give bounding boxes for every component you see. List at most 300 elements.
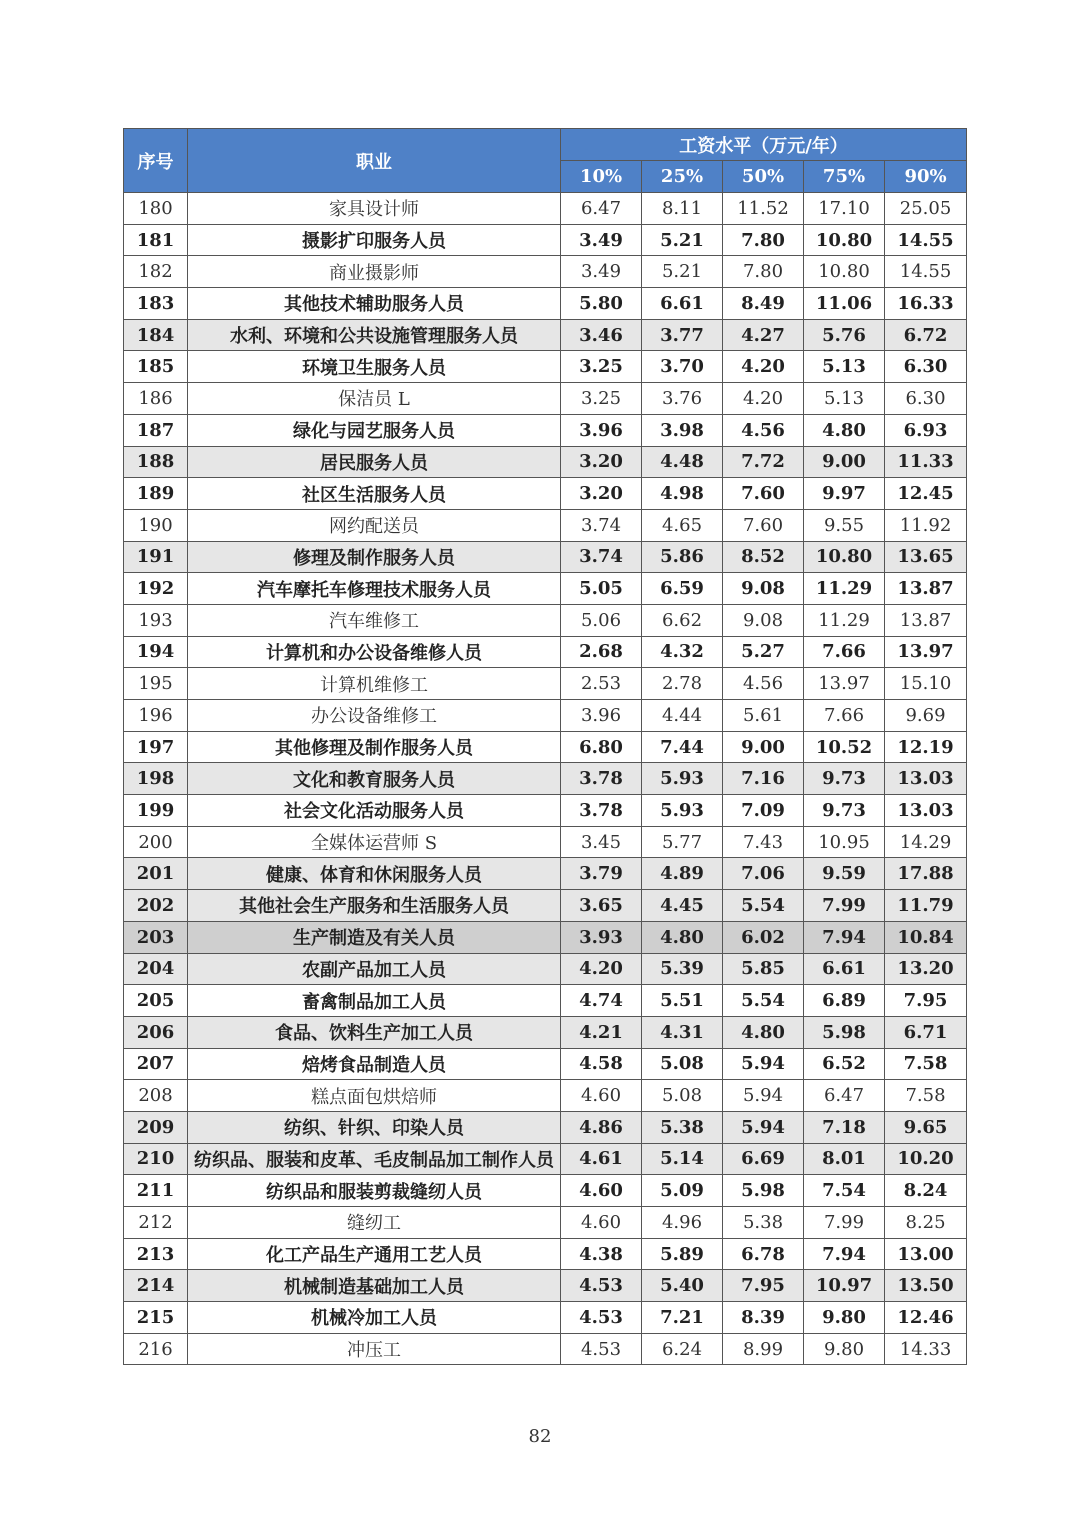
table-row bbox=[124, 446, 967, 478]
cell-p90: 13.00 bbox=[885, 1238, 967, 1270]
cell-seq: 196 bbox=[124, 700, 188, 732]
cell-p25: 5.21 bbox=[642, 224, 723, 256]
cell-p10: 3.79 bbox=[561, 858, 642, 890]
cell-p25: 6.61 bbox=[642, 288, 723, 320]
cell-seq: 187 bbox=[124, 414, 188, 446]
cell-p75: 13.97 bbox=[804, 668, 885, 700]
table-row bbox=[124, 1111, 967, 1143]
cell-p50: 5.98 bbox=[723, 1175, 804, 1207]
cell-p75: 6.61 bbox=[804, 953, 885, 985]
wage-table bbox=[123, 128, 967, 1365]
cell-p25: 6.62 bbox=[642, 604, 723, 636]
cell-p50: 8.99 bbox=[723, 1333, 804, 1365]
cell-p90: 6.30 bbox=[885, 383, 967, 415]
cell-occupation: 网约配送员 bbox=[188, 509, 561, 541]
cell-p90: 6.72 bbox=[885, 319, 967, 351]
cell-seq: 193 bbox=[124, 604, 188, 636]
cell-p25: 5.14 bbox=[642, 1143, 723, 1175]
cell-p50: 9.08 bbox=[723, 604, 804, 636]
cell-p25: 3.77 bbox=[642, 319, 723, 351]
cell-occupation: 绿化与园艺服务人员 bbox=[188, 414, 561, 446]
page-number: 82 bbox=[528, 1426, 552, 1447]
cell-p25: 5.39 bbox=[642, 953, 723, 985]
cell-p10: 4.53 bbox=[561, 1333, 642, 1365]
table-row bbox=[124, 224, 967, 256]
cell-p50: 8.52 bbox=[723, 541, 804, 573]
cell-p25: 5.77 bbox=[642, 826, 723, 858]
cell-p90: 9.69 bbox=[885, 700, 967, 732]
cell-p50: 4.80 bbox=[723, 1016, 804, 1048]
cell-p75: 5.13 bbox=[804, 383, 885, 415]
cell-p50: 7.43 bbox=[723, 826, 804, 858]
cell-p25: 5.09 bbox=[642, 1175, 723, 1207]
cell-p90: 10.84 bbox=[885, 921, 967, 953]
cell-p10: 3.74 bbox=[561, 509, 642, 541]
cell-p10: 4.61 bbox=[561, 1143, 642, 1175]
cell-p10: 3.78 bbox=[561, 763, 642, 795]
cell-seq: 202 bbox=[124, 890, 188, 922]
cell-p90: 13.50 bbox=[885, 1270, 967, 1302]
cell-p25: 5.21 bbox=[642, 256, 723, 288]
cell-p10: 3.49 bbox=[561, 256, 642, 288]
cell-seq: 207 bbox=[124, 1048, 188, 1080]
cell-p90: 14.55 bbox=[885, 256, 967, 288]
cell-p10: 3.20 bbox=[561, 446, 642, 478]
cell-p50: 7.95 bbox=[723, 1270, 804, 1302]
cell-occupation: 汽车摩托车修理技术服务人员 bbox=[188, 573, 561, 605]
table-row bbox=[124, 921, 967, 953]
cell-p90: 16.33 bbox=[885, 288, 967, 320]
cell-p90: 12.46 bbox=[885, 1302, 967, 1334]
cell-p50: 11.52 bbox=[723, 193, 804, 225]
cell-p75: 11.29 bbox=[804, 604, 885, 636]
cell-seq: 188 bbox=[124, 446, 188, 478]
cell-p25: 3.70 bbox=[642, 351, 723, 383]
cell-p90: 6.93 bbox=[885, 414, 967, 446]
cell-p75: 7.94 bbox=[804, 1238, 885, 1270]
cell-p10: 4.53 bbox=[561, 1302, 642, 1334]
cell-p10: 2.53 bbox=[561, 668, 642, 700]
table-row bbox=[124, 288, 967, 320]
cell-p90: 11.33 bbox=[885, 446, 967, 478]
cell-seq: 205 bbox=[124, 985, 188, 1017]
cell-seq: 208 bbox=[124, 1080, 188, 1112]
cell-occupation: 纺织品和服装剪裁缝纫人员 bbox=[188, 1175, 561, 1207]
cell-occupation: 居民服务人员 bbox=[188, 446, 561, 478]
cell-p90: 8.24 bbox=[885, 1175, 967, 1207]
cell-p10: 4.38 bbox=[561, 1238, 642, 1270]
table-row bbox=[124, 985, 967, 1017]
table-row bbox=[124, 858, 967, 890]
cell-p10: 3.65 bbox=[561, 890, 642, 922]
cell-occupation: 水利、环境和公共设施管理服务人员 bbox=[188, 319, 561, 351]
cell-p50: 7.09 bbox=[723, 795, 804, 827]
cell-occupation: 汽车维修工 bbox=[188, 604, 561, 636]
table-row bbox=[124, 1207, 967, 1239]
cell-p90: 14.33 bbox=[885, 1333, 967, 1365]
cell-seq: 216 bbox=[124, 1333, 188, 1365]
cell-occupation: 冲压工 bbox=[188, 1333, 561, 1365]
table-row bbox=[124, 890, 967, 922]
cell-occupation: 其他技术辅助服务人员 bbox=[188, 288, 561, 320]
cell-p75: 4.80 bbox=[804, 414, 885, 446]
cell-p25: 6.59 bbox=[642, 573, 723, 605]
cell-p25: 4.44 bbox=[642, 700, 723, 732]
cell-occupation: 计算机维修工 bbox=[188, 668, 561, 700]
table-row bbox=[124, 1048, 967, 1080]
cell-p25: 8.11 bbox=[642, 193, 723, 225]
cell-p25: 4.45 bbox=[642, 890, 723, 922]
cell-occupation: 保洁员 L bbox=[188, 383, 561, 415]
cell-p10: 5.80 bbox=[561, 288, 642, 320]
table-row bbox=[124, 826, 967, 858]
cell-p10: 4.21 bbox=[561, 1016, 642, 1048]
cell-p50: 7.60 bbox=[723, 478, 804, 510]
cell-occupation: 计算机和办公设备维修人员 bbox=[188, 636, 561, 668]
cell-occupation: 机械冷加工人员 bbox=[188, 1302, 561, 1334]
cell-occupation: 纺织品、服装和皮革、毛皮制品加工制作人员 bbox=[188, 1143, 561, 1175]
cell-occupation: 家具设计师 bbox=[188, 193, 561, 225]
cell-p75: 9.73 bbox=[804, 795, 885, 827]
cell-p25: 5.86 bbox=[642, 541, 723, 573]
header-wage-level: 工资水平（万元/年） bbox=[561, 129, 967, 161]
cell-p10: 3.93 bbox=[561, 921, 642, 953]
table-row bbox=[124, 795, 967, 827]
cell-seq: 204 bbox=[124, 953, 188, 985]
table-row bbox=[124, 256, 967, 288]
table-row bbox=[124, 604, 967, 636]
cell-p90: 7.58 bbox=[885, 1080, 967, 1112]
cell-occupation: 社会文化活动服务人员 bbox=[188, 795, 561, 827]
cell-p90: 6.30 bbox=[885, 351, 967, 383]
cell-p75: 5.13 bbox=[804, 351, 885, 383]
cell-p75: 7.66 bbox=[804, 700, 885, 732]
cell-p90: 13.03 bbox=[885, 795, 967, 827]
cell-p50: 8.49 bbox=[723, 288, 804, 320]
header-p90: 90% bbox=[885, 161, 967, 193]
table-row bbox=[124, 509, 967, 541]
cell-p50: 7.80 bbox=[723, 256, 804, 288]
cell-p90: 13.97 bbox=[885, 636, 967, 668]
cell-p25: 4.98 bbox=[642, 478, 723, 510]
header-p25: 25% bbox=[642, 161, 723, 193]
cell-p50: 9.08 bbox=[723, 573, 804, 605]
table-row bbox=[124, 541, 967, 573]
cell-seq: 212 bbox=[124, 1207, 188, 1239]
cell-p25: 5.38 bbox=[642, 1111, 723, 1143]
cell-seq: 209 bbox=[124, 1111, 188, 1143]
cell-p50: 8.39 bbox=[723, 1302, 804, 1334]
cell-occupation: 健康、体育和休闲服务人员 bbox=[188, 858, 561, 890]
cell-seq: 194 bbox=[124, 636, 188, 668]
cell-occupation: 商业摄影师 bbox=[188, 256, 561, 288]
table-body bbox=[124, 193, 967, 1365]
cell-p90: 17.88 bbox=[885, 858, 967, 890]
cell-seq: 191 bbox=[124, 541, 188, 573]
cell-p10: 5.05 bbox=[561, 573, 642, 605]
cell-p25: 5.89 bbox=[642, 1238, 723, 1270]
cell-p75: 10.52 bbox=[804, 731, 885, 763]
cell-p50: 5.27 bbox=[723, 636, 804, 668]
header-p10: 10% bbox=[561, 161, 642, 193]
cell-occupation: 环境卫生服务人员 bbox=[188, 351, 561, 383]
table-row bbox=[124, 573, 967, 605]
cell-p75: 8.01 bbox=[804, 1143, 885, 1175]
header-seq: 序号 bbox=[124, 129, 188, 193]
cell-p90: 11.92 bbox=[885, 509, 967, 541]
cell-p10: 4.74 bbox=[561, 985, 642, 1017]
cell-seq: 184 bbox=[124, 319, 188, 351]
cell-p75: 7.66 bbox=[804, 636, 885, 668]
table-row bbox=[124, 1238, 967, 1270]
cell-occupation: 其他修理及制作服务人员 bbox=[188, 731, 561, 763]
table-row bbox=[124, 351, 967, 383]
cell-p90: 12.19 bbox=[885, 731, 967, 763]
cell-p90: 8.25 bbox=[885, 1207, 967, 1239]
cell-p90: 12.45 bbox=[885, 478, 967, 510]
cell-p75: 9.80 bbox=[804, 1333, 885, 1365]
cell-p75: 10.80 bbox=[804, 541, 885, 573]
cell-p75: 5.98 bbox=[804, 1016, 885, 1048]
header-occupation: 职业 bbox=[188, 129, 561, 193]
cell-seq: 189 bbox=[124, 478, 188, 510]
cell-p10: 3.96 bbox=[561, 700, 642, 732]
cell-seq: 186 bbox=[124, 383, 188, 415]
cell-p50: 4.20 bbox=[723, 351, 804, 383]
cell-p90: 7.58 bbox=[885, 1048, 967, 1080]
cell-occupation: 摄影扩印服务人员 bbox=[188, 224, 561, 256]
cell-p25: 5.51 bbox=[642, 985, 723, 1017]
cell-p75: 9.80 bbox=[804, 1302, 885, 1334]
cell-p50: 4.56 bbox=[723, 668, 804, 700]
cell-occupation: 食品、饮料生产加工人员 bbox=[188, 1016, 561, 1048]
cell-p75: 7.94 bbox=[804, 921, 885, 953]
cell-p10: 4.58 bbox=[561, 1048, 642, 1080]
cell-occupation: 纺织、针织、印染人员 bbox=[188, 1111, 561, 1143]
cell-p25: 3.98 bbox=[642, 414, 723, 446]
cell-seq: 192 bbox=[124, 573, 188, 605]
cell-p10: 3.25 bbox=[561, 383, 642, 415]
cell-seq: 201 bbox=[124, 858, 188, 890]
table-row bbox=[124, 763, 967, 795]
cell-p90: 13.87 bbox=[885, 604, 967, 636]
cell-p50: 5.94 bbox=[723, 1048, 804, 1080]
cell-p90: 10.20 bbox=[885, 1143, 967, 1175]
cell-p50: 5.54 bbox=[723, 890, 804, 922]
cell-p10: 3.74 bbox=[561, 541, 642, 573]
cell-p50: 6.69 bbox=[723, 1143, 804, 1175]
table-row bbox=[124, 1270, 967, 1302]
cell-p10: 4.20 bbox=[561, 953, 642, 985]
cell-p50: 7.60 bbox=[723, 509, 804, 541]
table-row bbox=[124, 319, 967, 351]
cell-p50: 7.06 bbox=[723, 858, 804, 890]
cell-p75: 10.95 bbox=[804, 826, 885, 858]
cell-p75: 10.80 bbox=[804, 256, 885, 288]
cell-p10: 3.46 bbox=[561, 319, 642, 351]
cell-p50: 5.94 bbox=[723, 1080, 804, 1112]
cell-occupation: 其他社会生产服务和生活服务人员 bbox=[188, 890, 561, 922]
cell-p25: 4.31 bbox=[642, 1016, 723, 1048]
cell-p25: 4.32 bbox=[642, 636, 723, 668]
cell-p90: 13.87 bbox=[885, 573, 967, 605]
cell-p50: 6.02 bbox=[723, 921, 804, 953]
cell-p25: 5.08 bbox=[642, 1080, 723, 1112]
cell-p10: 6.80 bbox=[561, 731, 642, 763]
cell-p50: 5.61 bbox=[723, 700, 804, 732]
table-row bbox=[124, 478, 967, 510]
cell-seq: 197 bbox=[124, 731, 188, 763]
cell-p25: 6.24 bbox=[642, 1333, 723, 1365]
cell-p75: 7.99 bbox=[804, 890, 885, 922]
cell-p10: 3.78 bbox=[561, 795, 642, 827]
cell-p10: 3.20 bbox=[561, 478, 642, 510]
cell-p75: 9.55 bbox=[804, 509, 885, 541]
cell-seq: 200 bbox=[124, 826, 188, 858]
table-row bbox=[124, 1143, 967, 1175]
cell-p25: 3.76 bbox=[642, 383, 723, 415]
cell-p10: 6.47 bbox=[561, 193, 642, 225]
cell-occupation: 全媒体运营师 S bbox=[188, 826, 561, 858]
cell-occupation: 生产制造及有关人员 bbox=[188, 921, 561, 953]
cell-p50: 5.54 bbox=[723, 985, 804, 1017]
cell-p75: 10.80 bbox=[804, 224, 885, 256]
cell-p50: 7.72 bbox=[723, 446, 804, 478]
cell-p50: 5.38 bbox=[723, 1207, 804, 1239]
table-row bbox=[124, 383, 967, 415]
cell-p25: 4.80 bbox=[642, 921, 723, 953]
cell-p90: 14.55 bbox=[885, 224, 967, 256]
table-row bbox=[124, 700, 967, 732]
cell-occupation: 焙烤食品制造人员 bbox=[188, 1048, 561, 1080]
cell-p10: 3.96 bbox=[561, 414, 642, 446]
table-row bbox=[124, 1333, 967, 1365]
cell-p75: 6.47 bbox=[804, 1080, 885, 1112]
cell-p90: 25.05 bbox=[885, 193, 967, 225]
cell-p75: 6.52 bbox=[804, 1048, 885, 1080]
cell-p50: 6.78 bbox=[723, 1238, 804, 1270]
cell-occupation: 化工产品生产通用工艺人员 bbox=[188, 1238, 561, 1270]
cell-p50: 7.16 bbox=[723, 763, 804, 795]
cell-seq: 215 bbox=[124, 1302, 188, 1334]
cell-p90: 15.10 bbox=[885, 668, 967, 700]
cell-seq: 185 bbox=[124, 351, 188, 383]
cell-p50: 5.85 bbox=[723, 953, 804, 985]
cell-seq: 183 bbox=[124, 288, 188, 320]
cell-p90: 13.20 bbox=[885, 953, 967, 985]
cell-p50: 5.94 bbox=[723, 1111, 804, 1143]
cell-occupation: 畜禽制品加工人员 bbox=[188, 985, 561, 1017]
cell-p25: 5.40 bbox=[642, 1270, 723, 1302]
table-row bbox=[124, 1016, 967, 1048]
table-row bbox=[124, 193, 967, 225]
cell-occupation: 农副产品加工人员 bbox=[188, 953, 561, 985]
cell-occupation: 糕点面包烘焙师 bbox=[188, 1080, 561, 1112]
cell-p25: 4.65 bbox=[642, 509, 723, 541]
cell-p10: 4.60 bbox=[561, 1207, 642, 1239]
cell-p75: 7.99 bbox=[804, 1207, 885, 1239]
cell-seq: 181 bbox=[124, 224, 188, 256]
cell-seq: 203 bbox=[124, 921, 188, 953]
cell-seq: 199 bbox=[124, 795, 188, 827]
cell-seq: 180 bbox=[124, 193, 188, 225]
cell-p75: 9.59 bbox=[804, 858, 885, 890]
cell-p75: 7.54 bbox=[804, 1175, 885, 1207]
table-row bbox=[124, 1302, 967, 1334]
cell-p25: 4.96 bbox=[642, 1207, 723, 1239]
cell-p25: 4.89 bbox=[642, 858, 723, 890]
cell-occupation: 修理及制作服务人员 bbox=[188, 541, 561, 573]
cell-seq: 214 bbox=[124, 1270, 188, 1302]
header-p50: 50% bbox=[723, 161, 804, 193]
table-row bbox=[124, 731, 967, 763]
cell-p10: 4.60 bbox=[561, 1175, 642, 1207]
cell-seq: 211 bbox=[124, 1175, 188, 1207]
cell-p50: 7.80 bbox=[723, 224, 804, 256]
cell-p10: 4.60 bbox=[561, 1080, 642, 1112]
cell-p90: 9.65 bbox=[885, 1111, 967, 1143]
cell-p75: 10.97 bbox=[804, 1270, 885, 1302]
cell-p90: 6.71 bbox=[885, 1016, 967, 1048]
cell-p25: 7.44 bbox=[642, 731, 723, 763]
cell-p75: 11.29 bbox=[804, 573, 885, 605]
cell-seq: 198 bbox=[124, 763, 188, 795]
cell-p75: 9.73 bbox=[804, 763, 885, 795]
cell-p50: 4.56 bbox=[723, 414, 804, 446]
cell-seq: 213 bbox=[124, 1238, 188, 1270]
cell-p90: 13.65 bbox=[885, 541, 967, 573]
table-row bbox=[124, 953, 967, 985]
cell-p25: 5.93 bbox=[642, 763, 723, 795]
cell-p10: 5.06 bbox=[561, 604, 642, 636]
cell-occupation: 文化和教育服务人员 bbox=[188, 763, 561, 795]
cell-occupation: 社区生活服务人员 bbox=[188, 478, 561, 510]
table-row bbox=[124, 1175, 967, 1207]
cell-p75: 9.97 bbox=[804, 478, 885, 510]
cell-p75: 11.06 bbox=[804, 288, 885, 320]
cell-p10: 4.53 bbox=[561, 1270, 642, 1302]
cell-p25: 5.93 bbox=[642, 795, 723, 827]
cell-p10: 3.25 bbox=[561, 351, 642, 383]
cell-p25: 4.48 bbox=[642, 446, 723, 478]
cell-seq: 190 bbox=[124, 509, 188, 541]
cell-seq: 182 bbox=[124, 256, 188, 288]
cell-p90: 11.79 bbox=[885, 890, 967, 922]
cell-p25: 5.08 bbox=[642, 1048, 723, 1080]
cell-p50: 4.20 bbox=[723, 383, 804, 415]
cell-p50: 4.27 bbox=[723, 319, 804, 351]
cell-p75: 17.10 bbox=[804, 193, 885, 225]
cell-p75: 7.18 bbox=[804, 1111, 885, 1143]
cell-p10: 3.49 bbox=[561, 224, 642, 256]
cell-p90: 13.03 bbox=[885, 763, 967, 795]
cell-occupation: 缝纫工 bbox=[188, 1207, 561, 1239]
table-row bbox=[124, 1080, 967, 1112]
cell-p75: 6.89 bbox=[804, 985, 885, 1017]
table-header bbox=[124, 129, 967, 193]
cell-p90: 14.29 bbox=[885, 826, 967, 858]
cell-occupation: 机械制造基础加工人员 bbox=[188, 1270, 561, 1302]
cell-p10: 2.68 bbox=[561, 636, 642, 668]
cell-p10: 3.45 bbox=[561, 826, 642, 858]
cell-p10: 4.86 bbox=[561, 1111, 642, 1143]
table-row bbox=[124, 636, 967, 668]
cell-p25: 7.21 bbox=[642, 1302, 723, 1334]
cell-p25: 2.78 bbox=[642, 668, 723, 700]
cell-p75: 5.76 bbox=[804, 319, 885, 351]
cell-p90: 7.95 bbox=[885, 985, 967, 1017]
cell-seq: 210 bbox=[124, 1143, 188, 1175]
